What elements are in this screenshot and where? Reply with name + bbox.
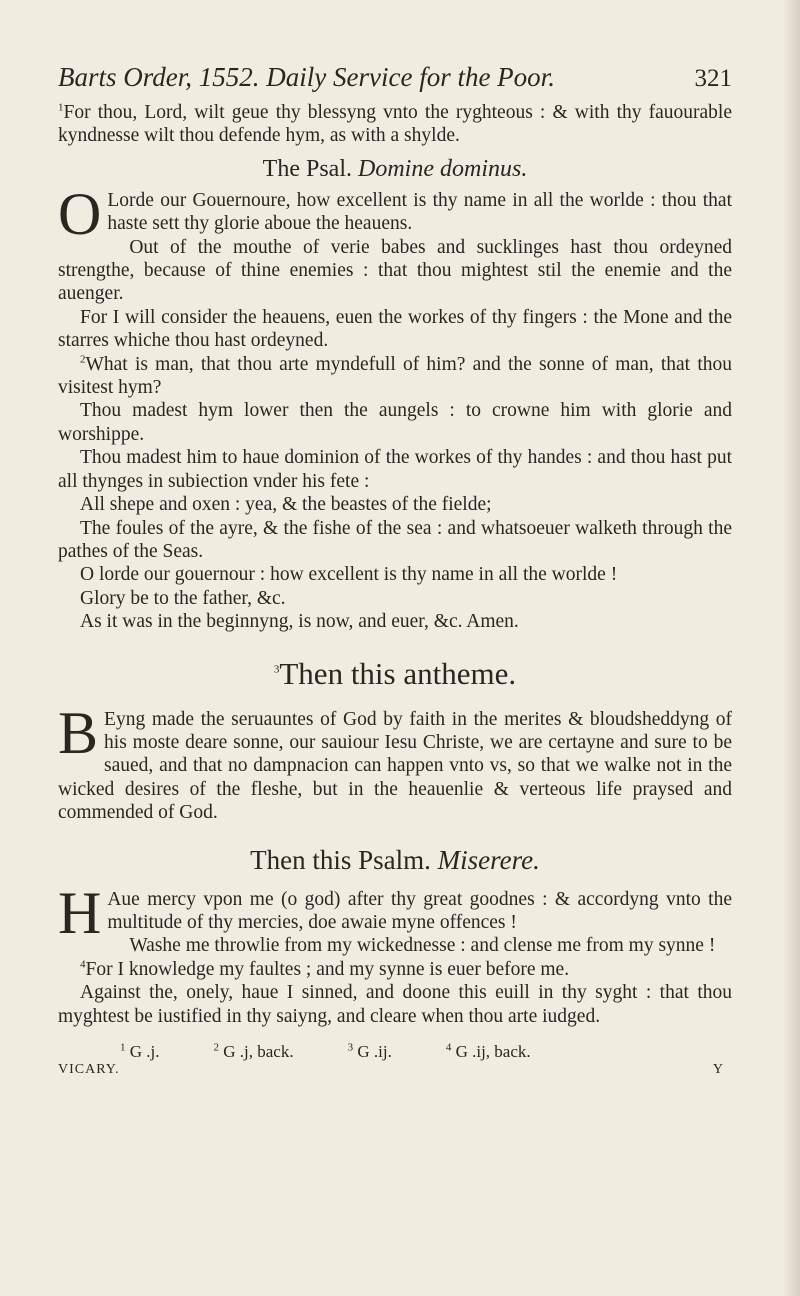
footnote-marker: 4: [80, 958, 86, 971]
dropcap-paragraph: [58, 699, 732, 825]
paragraph-text: What is man, that thou arte myndefull of him? and the sonne of man, that thou visitest hym?: [58, 353, 732, 399]
paragraph-text: All shepe and oxen : yea, & the beastes of the fielde;: [80, 494, 492, 516]
paragraph-text: O lorde our gouernour : how excellent is thy name in all the worlde !: [80, 564, 618, 586]
paragraph: [58, 399, 732, 446]
paragraph: [58, 493, 732, 516]
footnote-number: 3: [347, 1041, 354, 1054]
paragraph: [58, 563, 732, 586]
section-heading: [58, 656, 732, 692]
footnote-marker: 1: [58, 101, 64, 114]
paragraph-text: Lorde our Gouernoure, how excellent is thy name in all the worlde : thou that haste sett thy glorie aboue the heauens.: [107, 189, 732, 235]
footnote-number: 4: [445, 1041, 452, 1054]
signature-vicary: VICARY.: [58, 1062, 120, 1077]
drop-capital: O: [58, 180, 102, 247]
signature-letter: Y: [712, 1062, 724, 1077]
footnotes: [120, 1042, 732, 1062]
footnote: [120, 1042, 160, 1062]
page-edge-shadow: [782, 0, 800, 1296]
footnote: [446, 1042, 531, 1062]
paragraph-text: Washe me throwlie from my wickednesse : and clense me from my synne !: [129, 935, 716, 957]
paragraph-text: Eyng made the seruauntes of God by faith in the merites & bloudsheddyng of his moste deare sonne, our sauiour Iesu Christe, we are certayne and sure to be saued, and that no dampnacion can happen vnto vs, so that we walke not in the wicked desires of the fleshe, but in the heauenlie & verteous life praysed and commended of God.: [58, 708, 732, 824]
paragraph: [58, 306, 732, 353]
paragraph-text: As it was in the beginnyng, is now, and euer, &c. Amen.: [80, 611, 519, 633]
heading-text: Then this Psalm.: [250, 844, 438, 875]
paragraph: [58, 981, 732, 1028]
footnote-number: 1: [120, 1041, 126, 1054]
section-heading: [58, 845, 732, 876]
running-title: Barts Order, 1552. Daily Service for the Poor.: [58, 62, 555, 92]
page-header: [58, 62, 732, 93]
drop-capital: B: [58, 699, 99, 766]
paragraph: [58, 610, 732, 633]
paragraph: [58, 958, 732, 981]
paragraph: [58, 934, 732, 957]
paragraph-text: For I will consider the heauens, euen the workes of thy fingers : the Mone and the starres whiche thou hast ordeyned.: [58, 306, 732, 352]
paragraph-text: Thou madest hym lower then the aungels : to crowne him with glorie and worshippe.: [58, 400, 732, 445]
paragraph-text: For thou, Lord, wilt geue thy blessyng vnto the ryghteous : & with thy fauourable kyndnesse wilt thou defende hym, as with a shylde.: [58, 102, 732, 147]
paragraph: [58, 236, 732, 306]
footnote: [214, 1042, 294, 1062]
paragraph-text: Out of the mouthe of verie babes and sucklinges hast thou ordeyned strengthe, because of thine enemies : that thou mightest stil the enemie and the auenger.: [58, 236, 732, 305]
heading-text: Then this antheme.: [279, 655, 517, 691]
dropcap-paragraph: [58, 180, 732, 247]
signature-line: [58, 1062, 728, 1078]
footnote-marker: 3: [273, 663, 280, 676]
paragraph-text: For I knowledge my faultes ; and my synne is euer before me.: [85, 958, 570, 980]
footnote-number: 2: [213, 1041, 219, 1054]
footnote: [348, 1042, 392, 1062]
section-heading: [58, 156, 732, 183]
paragraph-text: The foules of the ayre, & the fishe of the sea : and whatsoeuer walketh through the pathes of the Seas.: [58, 517, 732, 562]
paragraph-text: Glory be to the father, &c.: [80, 587, 286, 609]
heading-latin-title: Domine dominus.: [358, 155, 528, 182]
paragraph-text: Aue mercy vpon me (o god) after thy great goodnes : & accordyng vnto the multitude of thy mercies, doe awaie myne offences !: [107, 888, 732, 933]
paragraph: [58, 517, 732, 564]
paragraph-text: Against the, onely, haue I sinned, and doone this euill in thy syght : that thou myghtest be iustified in thy saiyng, and cleare when thou arte iudged.: [58, 982, 732, 1027]
body-text: [58, 101, 732, 1028]
heading-latin-title: Miserere.: [437, 844, 540, 875]
footnote-marker: 2: [80, 353, 86, 366]
footnote-text: G .j, back.: [219, 1042, 294, 1061]
paragraph: [58, 101, 732, 148]
footnote-text: G .j.: [125, 1042, 160, 1061]
paragraph-text: Thou madest him to haue dominion of the workes of thy handes : and thou hast put all thynges in subiection vnder his fete :: [58, 447, 732, 492]
paragraph: [58, 446, 732, 493]
paragraph: [58, 587, 732, 610]
drop-capital: H: [58, 879, 102, 946]
footnote-text: G .ij.: [353, 1042, 392, 1061]
paragraph: [58, 353, 732, 400]
page-number: 321: [694, 65, 732, 92]
heading-text: The Psal.: [262, 155, 358, 182]
footnote-text: G .ij, back.: [451, 1042, 531, 1061]
